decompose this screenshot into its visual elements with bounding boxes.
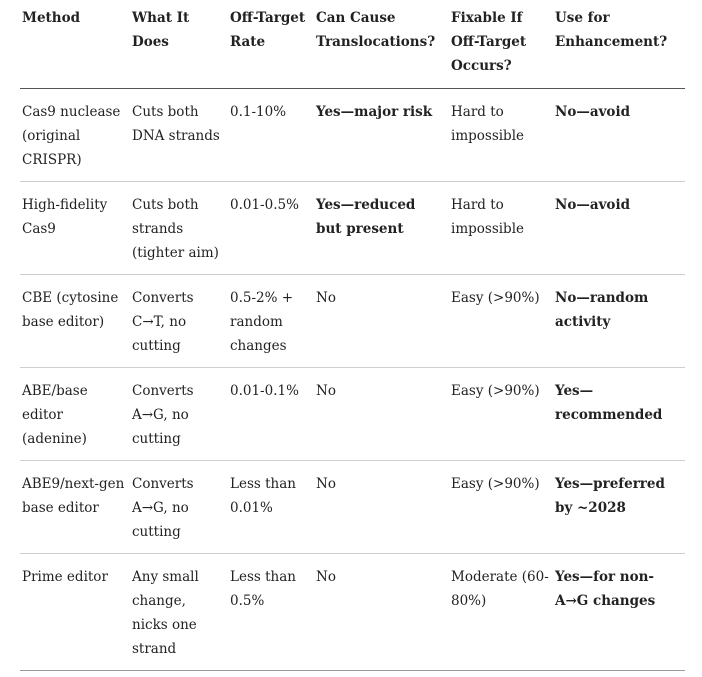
cell-use-for-enhancement: No—random activity: [553, 275, 685, 368]
table-row: [20, 275, 685, 368]
cell-method: Cas9 nuclease (original CRISPR): [20, 89, 130, 182]
cell-translocations: No: [314, 275, 449, 368]
cell-what-it-does: Any small change, nicks one strand: [130, 554, 228, 671]
cell-off-target-rate: Less than 0.01%: [228, 461, 314, 554]
header-use-for-enhancement: Use for Enhancement?: [553, 0, 685, 89]
cell-translocations: No: [314, 554, 449, 671]
cell-fixable: Easy (>90%): [449, 461, 553, 554]
cell-off-target-rate: 0.01-0.5%: [228, 182, 314, 275]
cell-off-target-rate: 0.01-0.1%: [228, 368, 314, 461]
cell-what-it-does: Cuts both DNA strands: [130, 89, 228, 182]
header-what-it-does: What It Does: [130, 0, 228, 89]
header-row: [20, 0, 685, 89]
cell-method: High-fidelity Cas9: [20, 182, 130, 275]
cell-off-target-rate: 0.5-2% + random changes: [228, 275, 314, 368]
cell-translocations: No: [314, 461, 449, 554]
cell-use-for-enhancement: Yes—preferred by ~2028: [553, 461, 685, 554]
cell-use-for-enhancement: Yes—for non-A→G changes: [553, 554, 685, 671]
cell-method: CBE (cytosine base editor): [20, 275, 130, 368]
cell-what-it-does: Converts C→T, no cutting: [130, 275, 228, 368]
table-row: [20, 182, 685, 275]
cell-translocations: No: [314, 368, 449, 461]
cell-method: ABE9/next-gen base editor: [20, 461, 130, 554]
header-method: Method: [20, 0, 130, 89]
cell-use-for-enhancement: Yes—recommended: [553, 368, 685, 461]
cell-off-target-rate: 0.1-10%: [228, 89, 314, 182]
cell-translocations: Yes—reduced but present: [314, 182, 449, 275]
cell-fixable: Hard to impossible: [449, 89, 553, 182]
cell-what-it-does: Cuts both strands (tighter aim): [130, 182, 228, 275]
table-row: [20, 554, 685, 671]
cell-what-it-does: Converts A→G, no cutting: [130, 368, 228, 461]
table-row: [20, 89, 685, 182]
cell-fixable: Moderate (60-80%): [449, 554, 553, 671]
cell-what-it-does: Converts A→G, no cutting: [130, 461, 228, 554]
header-fixable: Fixable If Off-Target Occurs?: [449, 0, 553, 89]
cell-fixable: Hard to impossible: [449, 182, 553, 275]
cell-method: Prime editor: [20, 554, 130, 671]
header-off-target-rate: Off-Target Rate: [228, 0, 314, 89]
cell-fixable: Easy (>90%): [449, 368, 553, 461]
cell-use-for-enhancement: No—avoid: [553, 89, 685, 182]
cell-fixable: Easy (>90%): [449, 275, 553, 368]
cell-use-for-enhancement: No—avoid: [553, 182, 685, 275]
comparison-table: [20, 0, 685, 671]
table-row: [20, 461, 685, 554]
table-row: [20, 368, 685, 461]
cell-method: ABE/base editor (adenine): [20, 368, 130, 461]
cell-translocations: Yes—major risk: [314, 89, 449, 182]
header-translocations: Can Cause Translocations?: [314, 0, 449, 89]
cell-off-target-rate: Less than 0.5%: [228, 554, 314, 671]
